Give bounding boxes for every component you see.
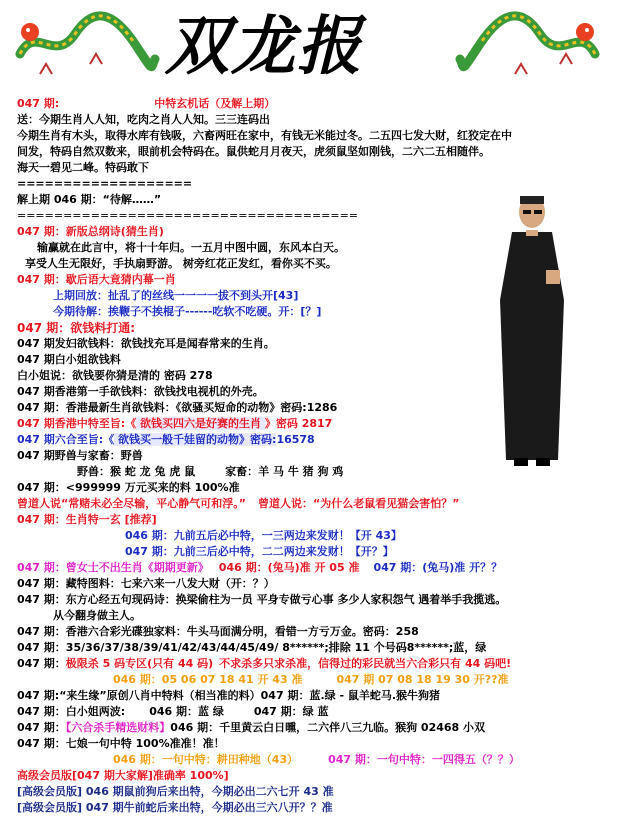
text-line: 047 期：极限杀 5 码专区(只有 44 码) 不求杀多只求杀准，信得过的彩民就当六合彩只有 44 码吧!: [17, 657, 512, 670]
text-line: 海天一碧见二峰。特码敢下: [17, 161, 149, 174]
divider: =====================================: [17, 209, 359, 222]
text-line: 047 期：九前三后必中特，二二两边来发财！【开？】: [125, 545, 394, 558]
text-line: 047 期野兽与家畜：野兽: [17, 449, 143, 462]
text-line: 野兽：猴 蛇 龙 兔 虎 鼠 家畜：羊 马 牛 猪 狗 鸡: [77, 465, 344, 478]
text-line: 间发，特码自然双数来，眼前机会特码在。鼠供蛇月月夜天，虎须鼠坚如刚钱，二六二五相随伴。: [17, 145, 490, 158]
text-line: 046 期：一句中特：耕田种地（43） 047 期：一句中特：一四得五（？？）: [113, 753, 520, 766]
dragon-icon: [455, 4, 605, 84]
text-line: 047 期：藏特图料：七来六来一八发大财（开：？）: [17, 577, 275, 590]
text-line: 046 期：九前五后必中特，一三两边来发财！【开 43】: [125, 529, 402, 542]
text-line: 白小姐说：欲钱要你猜是清的 密码 278: [17, 369, 213, 382]
text-line: 047 期：香港最新生肖欲钱料：《欲骚买短命的动物》密码:1286: [17, 401, 338, 414]
text-line: 047 期香港中特至旨:《 欲钱买四六是好赛的生肖 》密码 2817: [17, 417, 333, 430]
text-line: 047 期：35/36/37/38/39/41/42/43/44/45/49/ 8******;排除 11 个号码8******;蓝，绿: [17, 641, 487, 654]
text-line: 从今翻身做主人。: [53, 609, 141, 622]
text-line: [高级会员版] 046 期鼠前狗后来出特，今期必出二六七开 43 准: [17, 785, 334, 798]
text-line: 高级会员版[047 期大家解]准确率 100%]: [17, 769, 229, 782]
text-line: 047 期：<999999 万元买来的料 100%准: [17, 481, 240, 494]
text-line: 解上期 046 期：“待解……”: [17, 193, 162, 206]
section-header: 047 期：欲钱料打通:: [17, 321, 136, 335]
text-line: 047 期：白小姐两波: 046 期：蓝 绿 047 期：绿 蓝: [17, 705, 329, 718]
text-line: 上期回放：扯乱了的丝线一一一一拔不到头开[43]: [53, 289, 299, 302]
text-line: 047 期：香港六合彩光碟独家料：牛头马面满分明，看错一方亏万金。密码：258: [17, 625, 419, 638]
poem-line: 享受人生无限好，手执扇野游。 树旁红花正发红，看你买不买。: [25, 257, 337, 270]
dragon-icon: [10, 4, 160, 84]
text-line: 047 期：七娘一句中特 100%准准！准！: [17, 737, 225, 750]
text-line: 今期待解：挨鞭子不挨棍子------吃软不吃硬。开：[？]: [53, 305, 322, 318]
section-header: 047 期：歇后语大竟猜内幕一肖: [17, 273, 176, 286]
text-line: 047 期：东方心经五句现码诗：换梁偷柱为一员 平身专做亏心事 多少人家积怨气 遇着举手我揽逃。: [17, 593, 507, 606]
text-line: 046 期：05 06 07 18 41 开 43 准 047 期 07 08 18 19 30 开??准: [113, 673, 509, 686]
page-title: 双龙报: [165, 9, 363, 84]
text-line: 047 期白小姐欲钱料: [17, 353, 121, 366]
section-header: 047 期：新版总纲诗(猜生肖): [17, 225, 164, 238]
poem-line: 输赢就在此言中，将十十年归。一五月中图中圆，东风本白天。: [37, 241, 345, 254]
section-header: 047 期：生肖特一玄 [推荐]: [17, 513, 157, 526]
divider: ===================: [17, 177, 193, 190]
section-header: 047 期: 中特玄机话（及解上期）: [17, 97, 276, 110]
text-line: 047 期：曾女士不出生肖《期期更新》 046 期：(兔马)准 开 05 准 047 期：(兔马)准 开？？: [17, 561, 503, 574]
text-line: 047 期：【六合杀手精选财料】046 期：千里黄云白日曛，二六伴八三九临。猴狗 02468 小双: [17, 721, 486, 734]
text-line: 047 期香港第一手欲钱料：欲钱找电视机的外壳。: [17, 385, 264, 398]
article-body: [17, 96, 607, 816]
text-line: 今期生肖有木头，取得水库有钱吸，六畜两旺在家中，有钱无米能过冬。二五四七发大财，红狡定在中: [17, 129, 512, 142]
text-line: [高级会员版] 047 期牛前蛇后来出特，今期必出三六八开？？准: [17, 801, 333, 814]
text-line: 曾道人说“常赌未必全尽输，平心静气可和浮。” 曾道人说：“为什么老鼠看见猫会害怕？”: [17, 497, 460, 510]
text-line: 047 期六合至旨:《 欲钱买一般千娃留的动物》密码:16578: [17, 433, 315, 446]
header-banner: [0, 0, 620, 98]
text-line: 047 期:“来生缘”原创八肖中特料（相当准的料）047 期：蓝.绿 - 鼠羊蛇马.猴牛狗猪: [17, 689, 441, 702]
text-line: 送：今期生肖人人知，吃肉之肖人人知。三三连码出: [17, 113, 270, 126]
text-line: 047 期发妇欲钱料：欲钱找充耳是闻春常来的生肖。: [17, 337, 275, 350]
